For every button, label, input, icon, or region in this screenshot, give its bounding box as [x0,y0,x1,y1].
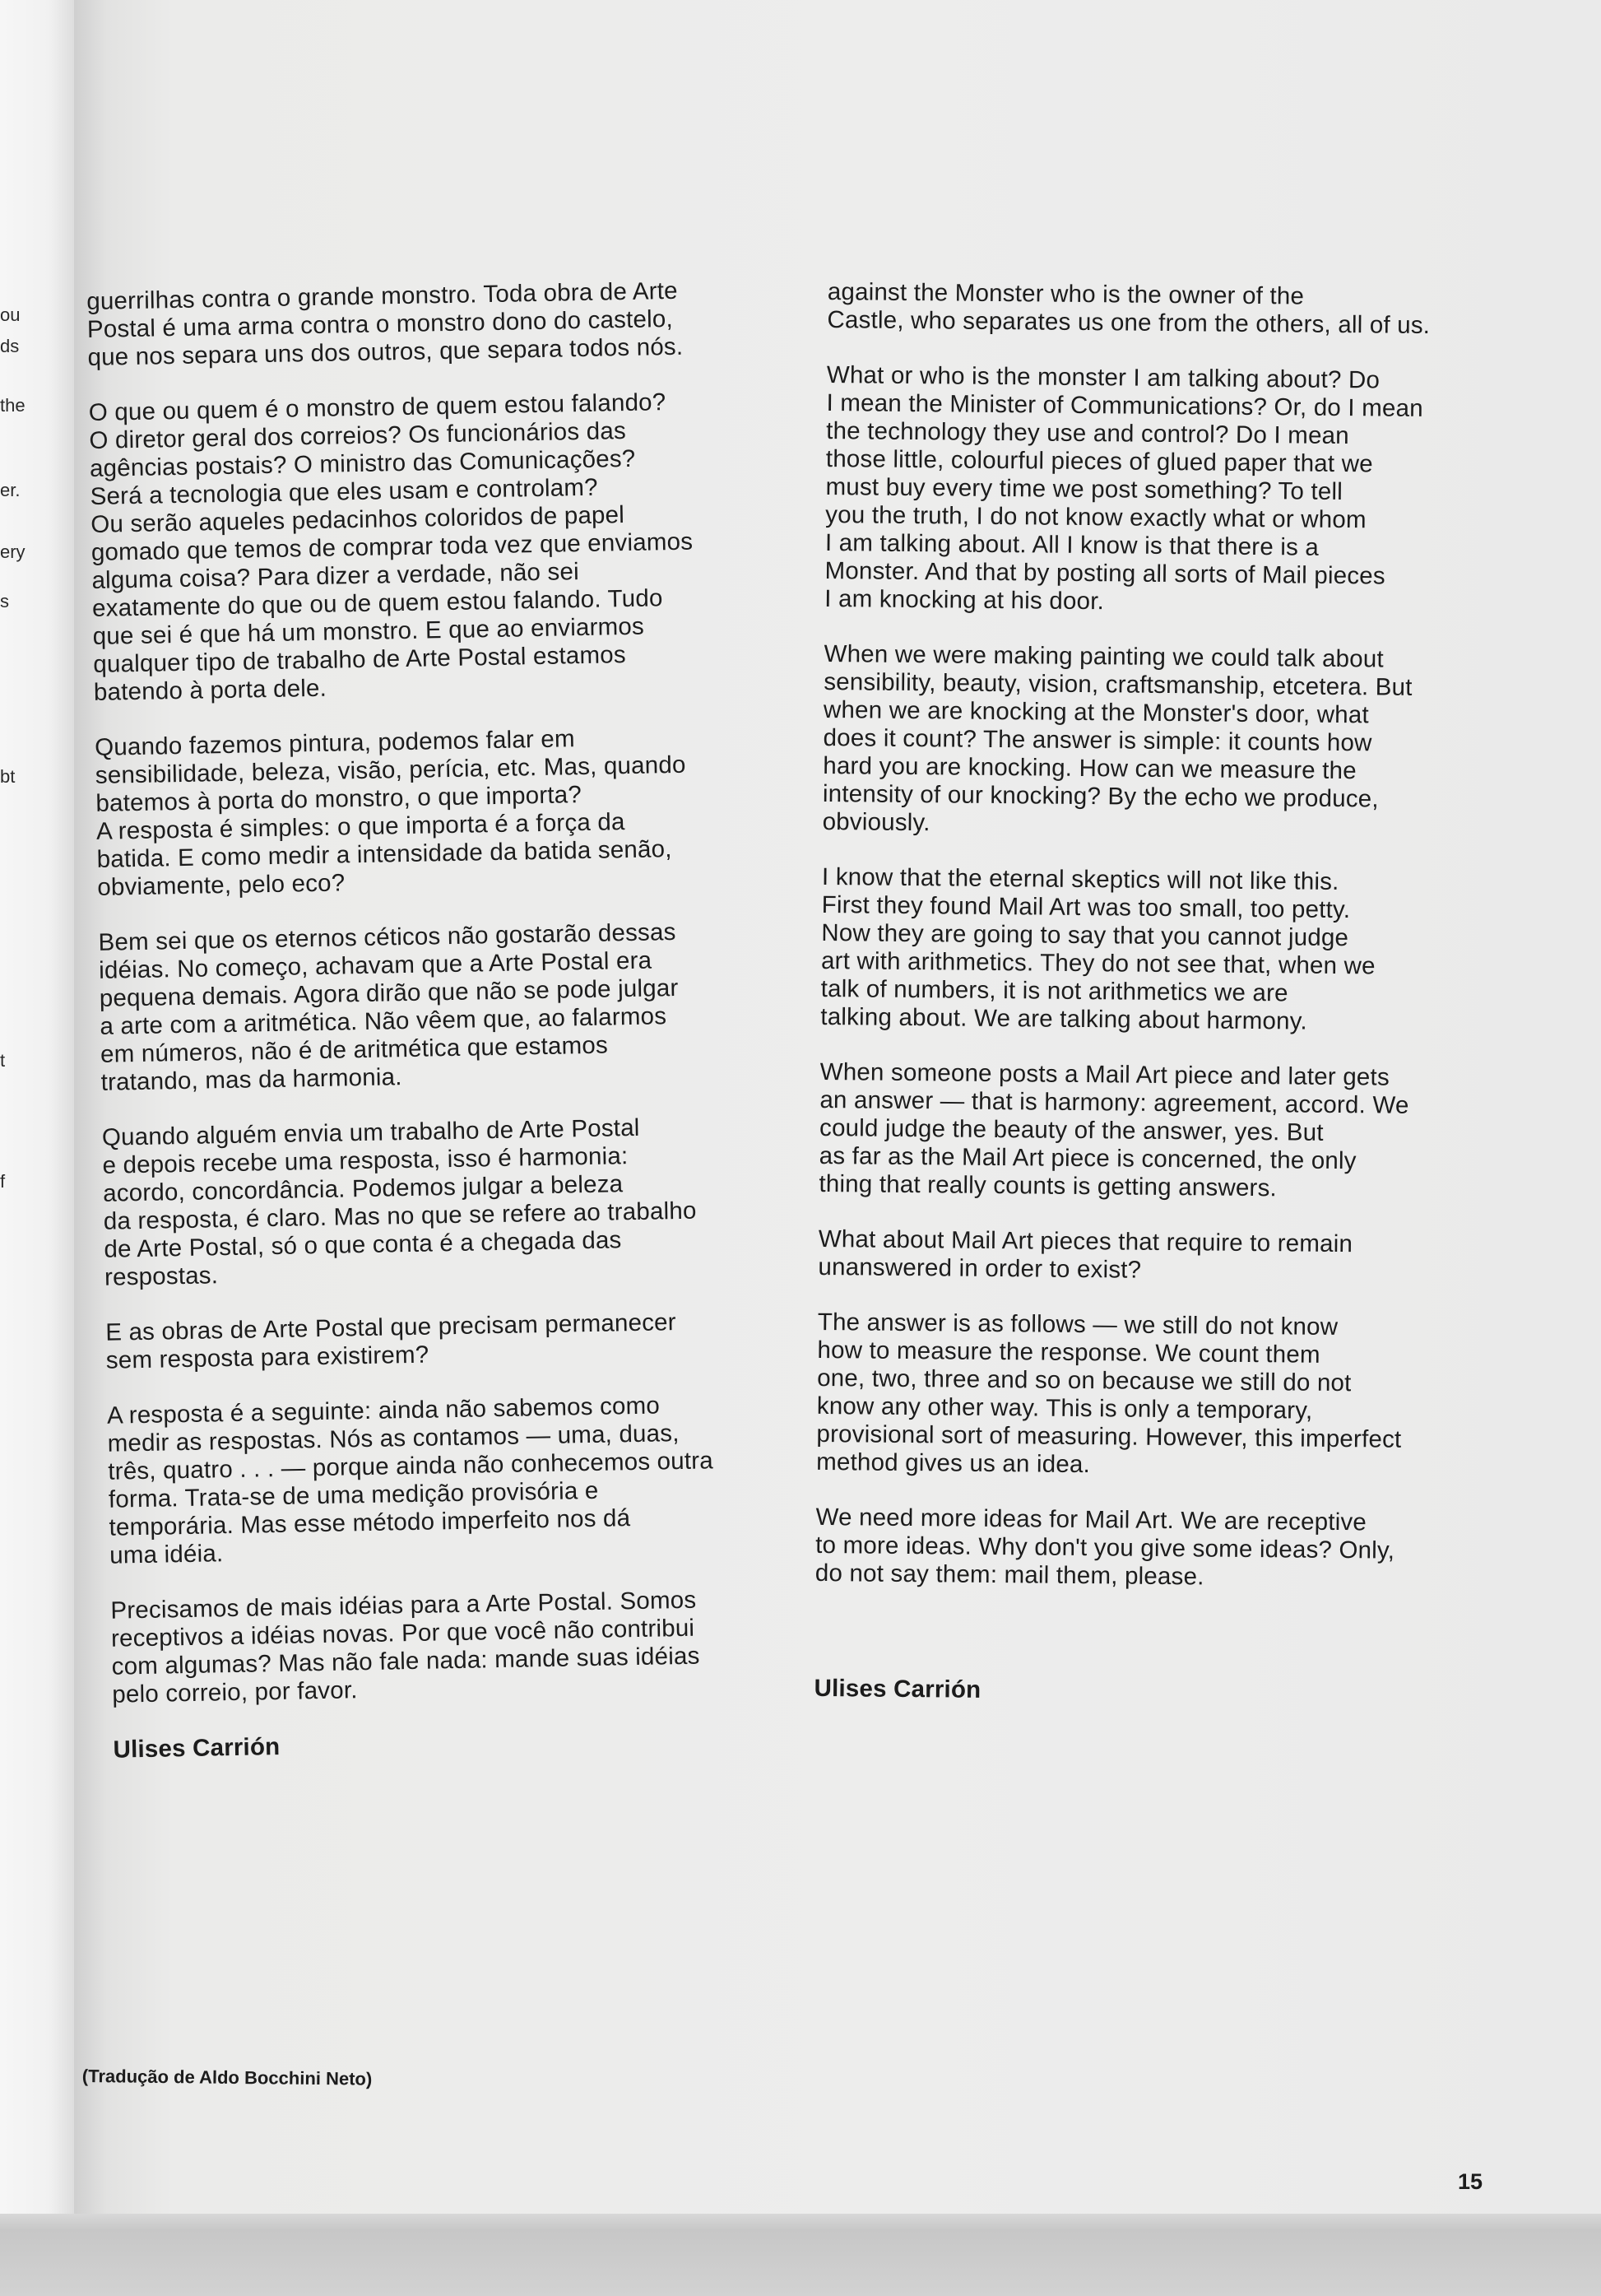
facing-page-fragment: er. [0,480,21,500]
facing-page-fragment: s [0,591,9,611]
paragraph: guerrilhas contra o grande monstro. Toda obra de Arte Postal é uma arma contra o monstro dono do castelo, que nos separa uns dos outros, que separa todos nós. [86,277,684,371]
english-text-column [814,278,1535,1736]
facing-page [0,0,78,2222]
paragraph: What or who is the monster I am talking about? Do I mean the Minister of Communications? Or, do I mean the technology they use and control? Do I mean those little, colourful pieces of glued paper that we must buy every time we post something? To tell you the truth, I do not know exactly what or whom I am talking about. All I know is that there is a Monster. And that by posting all sorts of Mail pieces I am knocking at his door. [824,360,1423,616]
paragraph: E as obras de Arte Postal que precisam permanecer sem resposta para existirem? [104,1308,677,1374]
paragraph: A resposta é a seguinte: ainda não sabemos como medir as respostas. Nós as contamos — uma, duas, três, quatro . . . — porque ainda não conhecemos outra forma. Trata-se de uma medição provisória e temporária. Mas esse método imperfeito nos dá uma idéia. [106,1392,714,1569]
paragraph: Bem sei que os eternos céticos não gostarão dessas idéias. No começo, achavam que a Arte Postal era pequena demais. Agora dirão que não se pode julgar a arte com a aritmética. Não vêem que, ao falarmos em números, não é de aritmética que estamos tratando, mas da harmonia. [98,918,679,1096]
translation-credit: (Tradução de Aldo Bocchini Neto) [81,2066,373,2089]
author-signature: Ulises Carrión [113,1732,281,1764]
paragraph: O que ou quem é o monstro de quem estou falando? O diretor geral dos correios? Os funcionários das agências postais? O ministro das Comunicações? Será a tecnologia que eles usam e controlam? Ou serão aqueles pedacinhos coloridos de papel gomado que temos de comprar toda vez que enviamos alguma coisa? Para dizer a verdade, não sei exatamente do que ou de quem estou falando. Tudo que sei é que há um monstro. E que ao enviarmos qualquer tipo de trabalho de Arte Postal estamos batendo à porta dele. [88,388,694,706]
portuguese-text-column [86,275,813,1791]
facing-page-fragment: bt [0,766,16,787]
paragraph: When we were making painting we could talk about sensibility, beauty, vision, craftsmanship, etcetera. But when we are knocking at the Monster's door, what does it count? The answer is simple: it counts how hard you are knocking. How can we measure the intensity of our knocking? By the echo we produce, obviously. [822,639,1413,837]
paragraph: What about Mail Art pieces that require to remain unanswered in order to exist? [818,1225,1353,1284]
facing-page-fragment: ou [0,304,21,325]
facing-page-fragment: f [0,1171,6,1192]
paragraph: I know that the eternal skeptics will not like this. First they found Mail Art was too small, too petty. Now they are going to say that you cannot judge art with arithmetics. They do not see that, when we talk of numbers, it is not arithmetics we are talking about. We are talking about harmony. [820,862,1376,1035]
page-number: 15 [1458,2169,1483,2194]
paragraph: Precisamos de mais idéias para a Arte Postal. Somos receptivos a idéias novas. Por que você não contribui com algumas? Mas não fale nada: mande suas idéias pelo correio, por favor. [110,1586,700,1708]
facing-page-fragment: ery [0,541,26,562]
facing-page-fragment: the [0,395,26,416]
paragraph: We need more ideas for Mail Art. We are receptive to more ideas. Why don't you give some ideas? Only, do not say them: mail them, please. [814,1503,1395,1591]
paragraph: against the Monster who is the owner of the Castle, who separates us one from the others, all of us. [827,278,1431,340]
paragraph: Quando alguém envia um trabalho de Arte Postal e depois recebe uma resposta, isso é harmonia: acordo, concordância. Podemos julgar a beleza da resposta, é claro. Mas no que se refere ao trabalho de Arte Postal, só o que conta é a chegada das respostas. [101,1113,697,1291]
author-signature: Ulises Carrión [814,1674,981,1703]
page-bottom-shadow [0,2214,1601,2296]
paragraph: Quando fazemos pintura, podemos falar em sensibilidade, beleza, visão, perícia, etc. Mas, quando batemos à porta do monstro, o que importa? A resposta é simples: o que importa é a força da batida. E como medir a intensidade da batida senão, obviamente, pelo eco? [94,725,686,901]
paragraph: When someone posts a Mail Art piece and later gets an answer — that is harmony: agreement, accord. We could judge the beauty of the answer, yes. But as far as the Mail Art piece is concerned, the only thing that really counts is getting answers. [819,1057,1409,1202]
facing-page-fragment: t [0,1050,6,1071]
paragraph: The answer is as follows — we still do not know how to measure the response. We count them one, two, three and so on because we still do not know any other way. This is only a temporary, provisional sort of measuring. However, this imperfect method gives us an idea. [816,1308,1402,1479]
facing-page-fragment: ds [0,336,20,356]
